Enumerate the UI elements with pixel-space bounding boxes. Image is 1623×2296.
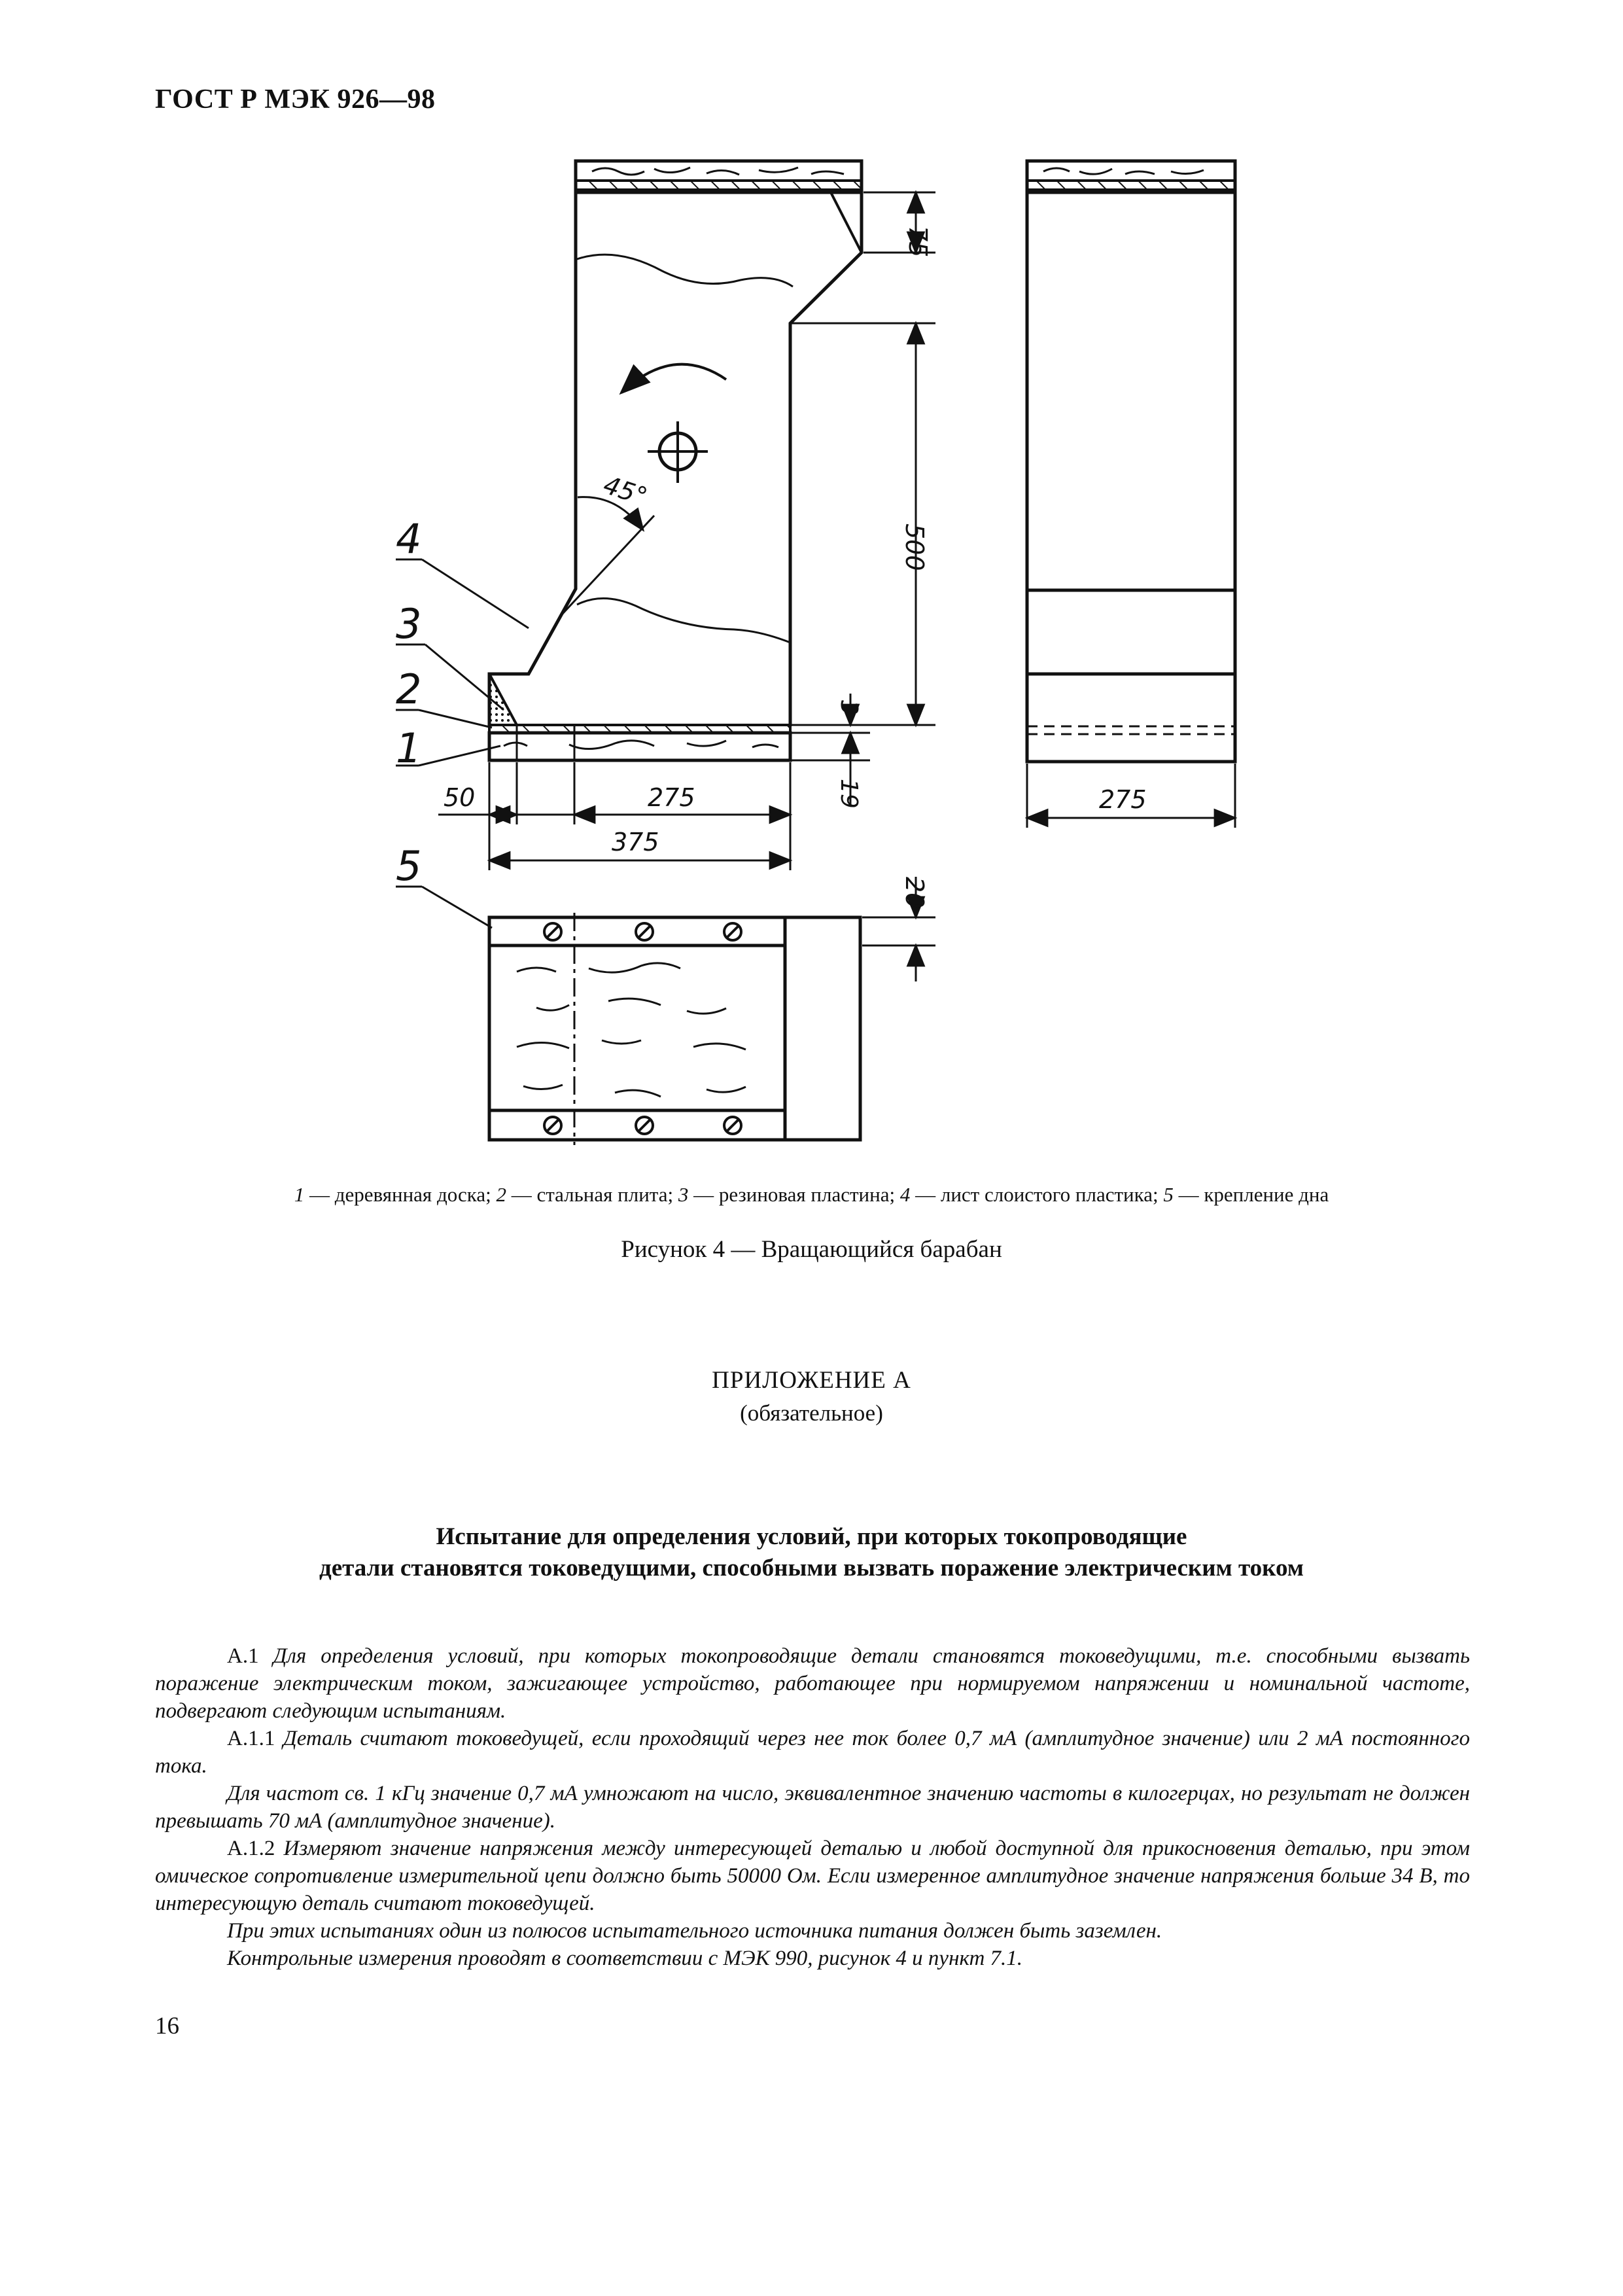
legend-num-5: 5 xyxy=(1163,1183,1174,1206)
dim-19: 19 xyxy=(835,779,862,809)
callout-1: 1 xyxy=(396,724,422,772)
dim-75: 75 xyxy=(903,226,932,258)
appendix-title: ПРИЛОЖЕНИЕ А xyxy=(712,1367,911,1394)
standard-code: ГОСТ Р МЭК 926—98 xyxy=(155,84,436,115)
paragraph-text: Для частот св. 1 кГц значение 0,7 мА умножают на число, эквивалентное значению частоты в килогерцах, но результат не должен превышать 70 мА (амплитудное значение). xyxy=(155,1782,1470,1833)
side-view xyxy=(1027,161,1235,1165)
clause-label: А.1 xyxy=(227,1644,273,1668)
appendix-subtitle: (обязательное) xyxy=(740,1400,883,1426)
legend-text-2: — стальная плита; xyxy=(506,1183,678,1206)
heading-line-2: детали становятся токоведущими, способными вызвать поражение электрическим током xyxy=(319,1555,1304,1581)
figure-caption: Рисунок 4 — Вращающийся барабан xyxy=(621,1236,1002,1263)
figure-legend xyxy=(0,1183,1623,1207)
callout-2: 2 xyxy=(396,665,422,713)
legend-text-4: — лист слоистого пластика; xyxy=(910,1183,1164,1206)
body-text xyxy=(155,1642,1470,1972)
paragraph-text: Для определения условий, при которых токопроводящие детали становятся токоведущими, т.е. способными вызвать поражение электрическим током, зажигающее устройство, работающее при нормируемом напряжении и номинальной частоте, подвергают следующим испытаниям. xyxy=(155,1644,1470,1723)
dim-angle: 45° xyxy=(600,470,651,512)
front-dimensions xyxy=(438,192,935,870)
dim-375: 375 xyxy=(612,828,659,857)
legend-num-1: 1 xyxy=(294,1183,305,1206)
paragraph-a12-cont xyxy=(155,1917,1470,1945)
callout-5: 5 xyxy=(396,842,422,890)
callout-4: 4 xyxy=(396,515,422,563)
dim-20: 20 xyxy=(900,877,929,909)
paragraph-text: При этих испытаниях один из полюсов испытательного источника питания должен быть заземлен. xyxy=(227,1919,1162,1943)
heading-line-1: Испытание для определения условий, при которых токопроводящие xyxy=(436,1523,1187,1550)
paragraph-text: Деталь считают токоведущей, если проходящий через нее ток более 0,7 мА (амплитудное значение) или 2 мА постоянного тока. xyxy=(155,1727,1470,1778)
dim-275-front: 275 xyxy=(648,783,695,812)
paragraph-a12 xyxy=(155,1835,1470,1917)
legend-num-4: 4 xyxy=(899,1183,911,1206)
dim-275-side: 275 xyxy=(1099,785,1147,814)
page-number: 16 xyxy=(155,2013,179,2040)
paragraph-a1 xyxy=(155,1642,1470,1725)
dim-3: 3 xyxy=(835,700,862,715)
dim-50: 50 xyxy=(444,783,476,812)
paragraph-a11 xyxy=(155,1725,1470,1780)
front-view xyxy=(489,161,862,760)
paragraph-text: Контрольные измерения проводят в соответствии с МЭК 990, рисунок 4 и пункт 7.1. xyxy=(227,1947,1023,1970)
legend-text-3: — резиновая пластина; xyxy=(688,1183,900,1206)
legend-num-3: 3 xyxy=(678,1183,689,1206)
paragraph-a12-end xyxy=(155,1945,1470,1972)
clause-label: А.1.2 xyxy=(227,1837,284,1860)
paragraph-a11-cont xyxy=(155,1780,1470,1835)
legend-text-5: — крепление дна xyxy=(1173,1183,1329,1206)
legend-num-2: 2 xyxy=(496,1183,506,1206)
plan-view xyxy=(489,913,860,1145)
paragraph-text: Измеряют значение напряжения между интересующей деталью и любой доступной для прикосновения деталью, при этом омическое сопротивление измерительной цепи должно быть 50000 Ом. Если измеренное амплитудное значение напряжения больше 34 В, то интересующую деталь считают токоведущей. xyxy=(155,1837,1470,1915)
legend-text-1: — деревянная доска; xyxy=(304,1183,497,1206)
dim-500: 500 xyxy=(900,523,929,571)
clause-label: А.1.1 xyxy=(227,1727,283,1750)
appendix-heading xyxy=(0,1521,1623,1584)
callout-3: 3 xyxy=(396,600,422,648)
